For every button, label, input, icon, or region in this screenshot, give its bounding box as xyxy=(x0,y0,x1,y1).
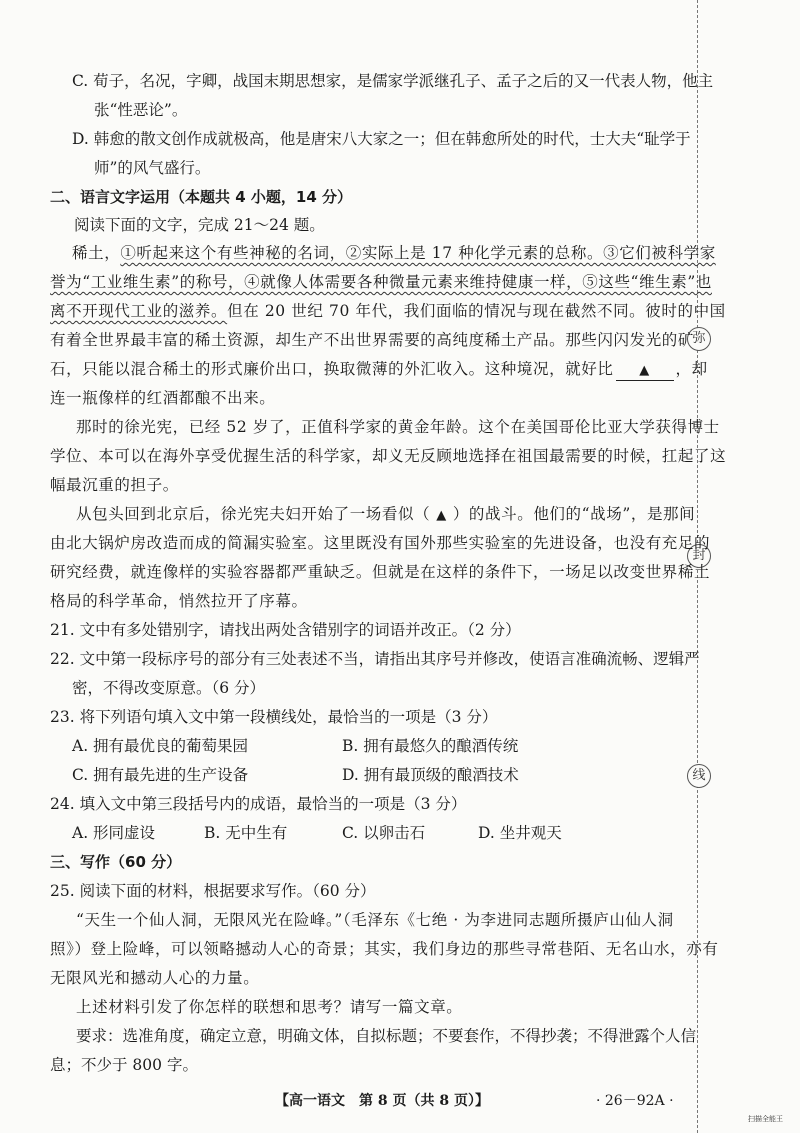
passage-p3-line2: 由北大锅炉房改造而成的简漏实验室。这里既没有国外那些实验室的先进设备，也没有充足的 xyxy=(50,534,711,552)
material-line1: “天生一个仙人洞，无限风光在险峰。”（毛泽东《七绝 · 为李进同志题所摄庐山仙人洞 xyxy=(76,911,674,929)
material-line3: 无限风光和撼动人心的力量。 xyxy=(50,969,260,987)
page-footer: 【高一语文 第 8 页（共 8 页）】 xyxy=(275,1093,489,1109)
material-line2: 照》）登上险峰，可以领略撼动人心的奇景；其实，我们身边的那些寻常巷陌、无名山水，亦有 xyxy=(50,940,719,958)
passage-p1-line3: 离不开现代工业的滋养。但在 20 世纪 70 年代，我们面临的情况与现在截然不同。彼时的中国 xyxy=(50,302,726,320)
requirement-line2: 息；不少于 800 字。 xyxy=(50,1056,198,1074)
option-c-line1: C. 荀子，名况，字卿，战国末期思想家，是儒家学派继孔子、孟子之后的又一代表人物，他主 xyxy=(72,72,714,90)
q24-option-b: B. 无中生有 xyxy=(204,824,288,842)
triangle-marker: ▲ xyxy=(639,363,650,378)
passage-p1-line5: 石，只能以混合稀土的形式廉价出口，换取微薄的外汇收入。这种境况，就好比 ▲ ，却 xyxy=(50,356,708,382)
material-line4: 上述材料引发了你怎样的联想和思考？请写一篇文章。 xyxy=(76,998,463,1016)
seal-mi: 弥 xyxy=(687,327,711,351)
option-d-line2: 师”的风气盛行。 xyxy=(94,159,211,177)
reading-instruction: 阅读下面的文字，完成 21～24 题。 xyxy=(74,216,325,234)
passage-p2-line2: 学位、本可以在海外享受优握生活的科学家，却义无反顾地选择在祖国最需要的时候，扛起了这 xyxy=(50,447,727,465)
passage-p1-line1: 稀土，①听起来这个有些神秘的名词，②实际上是 17 种化学元素的总称。③它们被科学家 xyxy=(72,244,716,262)
section-2-heading: 二、语言文字运用（本题共 4 小题，14 分） xyxy=(50,188,352,206)
passage-p2-line3: 幅最沉重的担子。 xyxy=(50,476,179,494)
seal-feng: 封 xyxy=(687,544,711,568)
question-22-line1: 22. 文中第一段标序号的部分有三处表述不当，请指出其序号并修改，使语言准确流畅、逻辑严 xyxy=(50,650,700,668)
passage-p1-line2: 誉为“工业维生素”的称号，④就像人体需要各种微量元素来维持健康一样，⑤这些“维生素”也 xyxy=(50,273,712,291)
q23-option-a: A. 拥有最优良的葡萄果园 xyxy=(72,737,249,755)
q23-option-b: B. 拥有最悠久的酿酒传统 xyxy=(342,737,519,755)
question-21: 21. 文中有多处错别字，请找出两处含错别字的词语并改正。（2 分） xyxy=(50,621,521,639)
q24-option-d: D. 坐井观天 xyxy=(478,824,562,842)
seal-xian: 线 xyxy=(687,764,711,788)
passage-p3-line1: 从包头回到北京后，徐光宪夫妇开始了一场看似（ ▲ ）的战斗。他们的“战场”，是那间 xyxy=(76,505,696,523)
passage-p3-line4: 格局的科学革命，悄然拉开了序幕。 xyxy=(50,592,308,610)
scanner-watermark: 扫描全能王 xyxy=(748,1115,783,1123)
triangle-marker: ▲ xyxy=(436,508,447,523)
passage-p2-line1: 那时的徐光宪，已经 52 岁了，正值科学家的黄金年龄。这个在美国哥伦比亚大学获得博士 xyxy=(76,418,720,436)
exam-code: · 26－92A · xyxy=(596,1093,674,1109)
section-3-heading: 三、写作（60 分） xyxy=(50,853,182,871)
question-25: 25. 阅读下面的材料，根据要求写作。（60 分） xyxy=(50,882,376,900)
q24-option-a: A. 形同虚设 xyxy=(72,824,156,842)
option-d-line1: D. 韩愈的散文创作成就极高，他是唐宋八大家之一；但在韩愈所处的时代，士大夫“耻学于 xyxy=(72,130,691,148)
passage-p3-line3: 研究经费，就连像样的实验容器都严重缺乏。但就是在这样的条件下，一场足以改变世界稀土 xyxy=(50,563,711,581)
question-24: 24. 填入文中第三段括号内的成语，最恰当的一项是（3 分） xyxy=(50,795,467,813)
requirement-line1: 要求：选准角度，确定立意，明确文体，自拟标题；不要套作，不得抄袭；不得泄露个人信 xyxy=(76,1027,697,1045)
fill-blank xyxy=(616,360,674,381)
passage-p1-line6: 连一瓶像样的红酒都酿不出来。 xyxy=(50,389,276,407)
passage-p1-line4: 有着全世界最丰富的稀土资源，却生产不出世界需要的高纯度稀土产品。那些闪闪发光的矿 xyxy=(50,331,695,349)
option-c-line2: 张“性恶论”。 xyxy=(94,101,188,119)
q23-option-d: D. 拥有最顶级的酿酒技术 xyxy=(342,766,519,784)
question-23: 23. 将下列语句填入文中第一段横线处，最恰当的一项是（3 分） xyxy=(50,708,498,726)
question-22-line2: 密，不得改变原意。（6 分） xyxy=(72,679,266,697)
q23-option-c: C. 拥有最先进的生产设备 xyxy=(72,766,249,784)
q24-option-c: C. 以卵击石 xyxy=(342,824,426,842)
